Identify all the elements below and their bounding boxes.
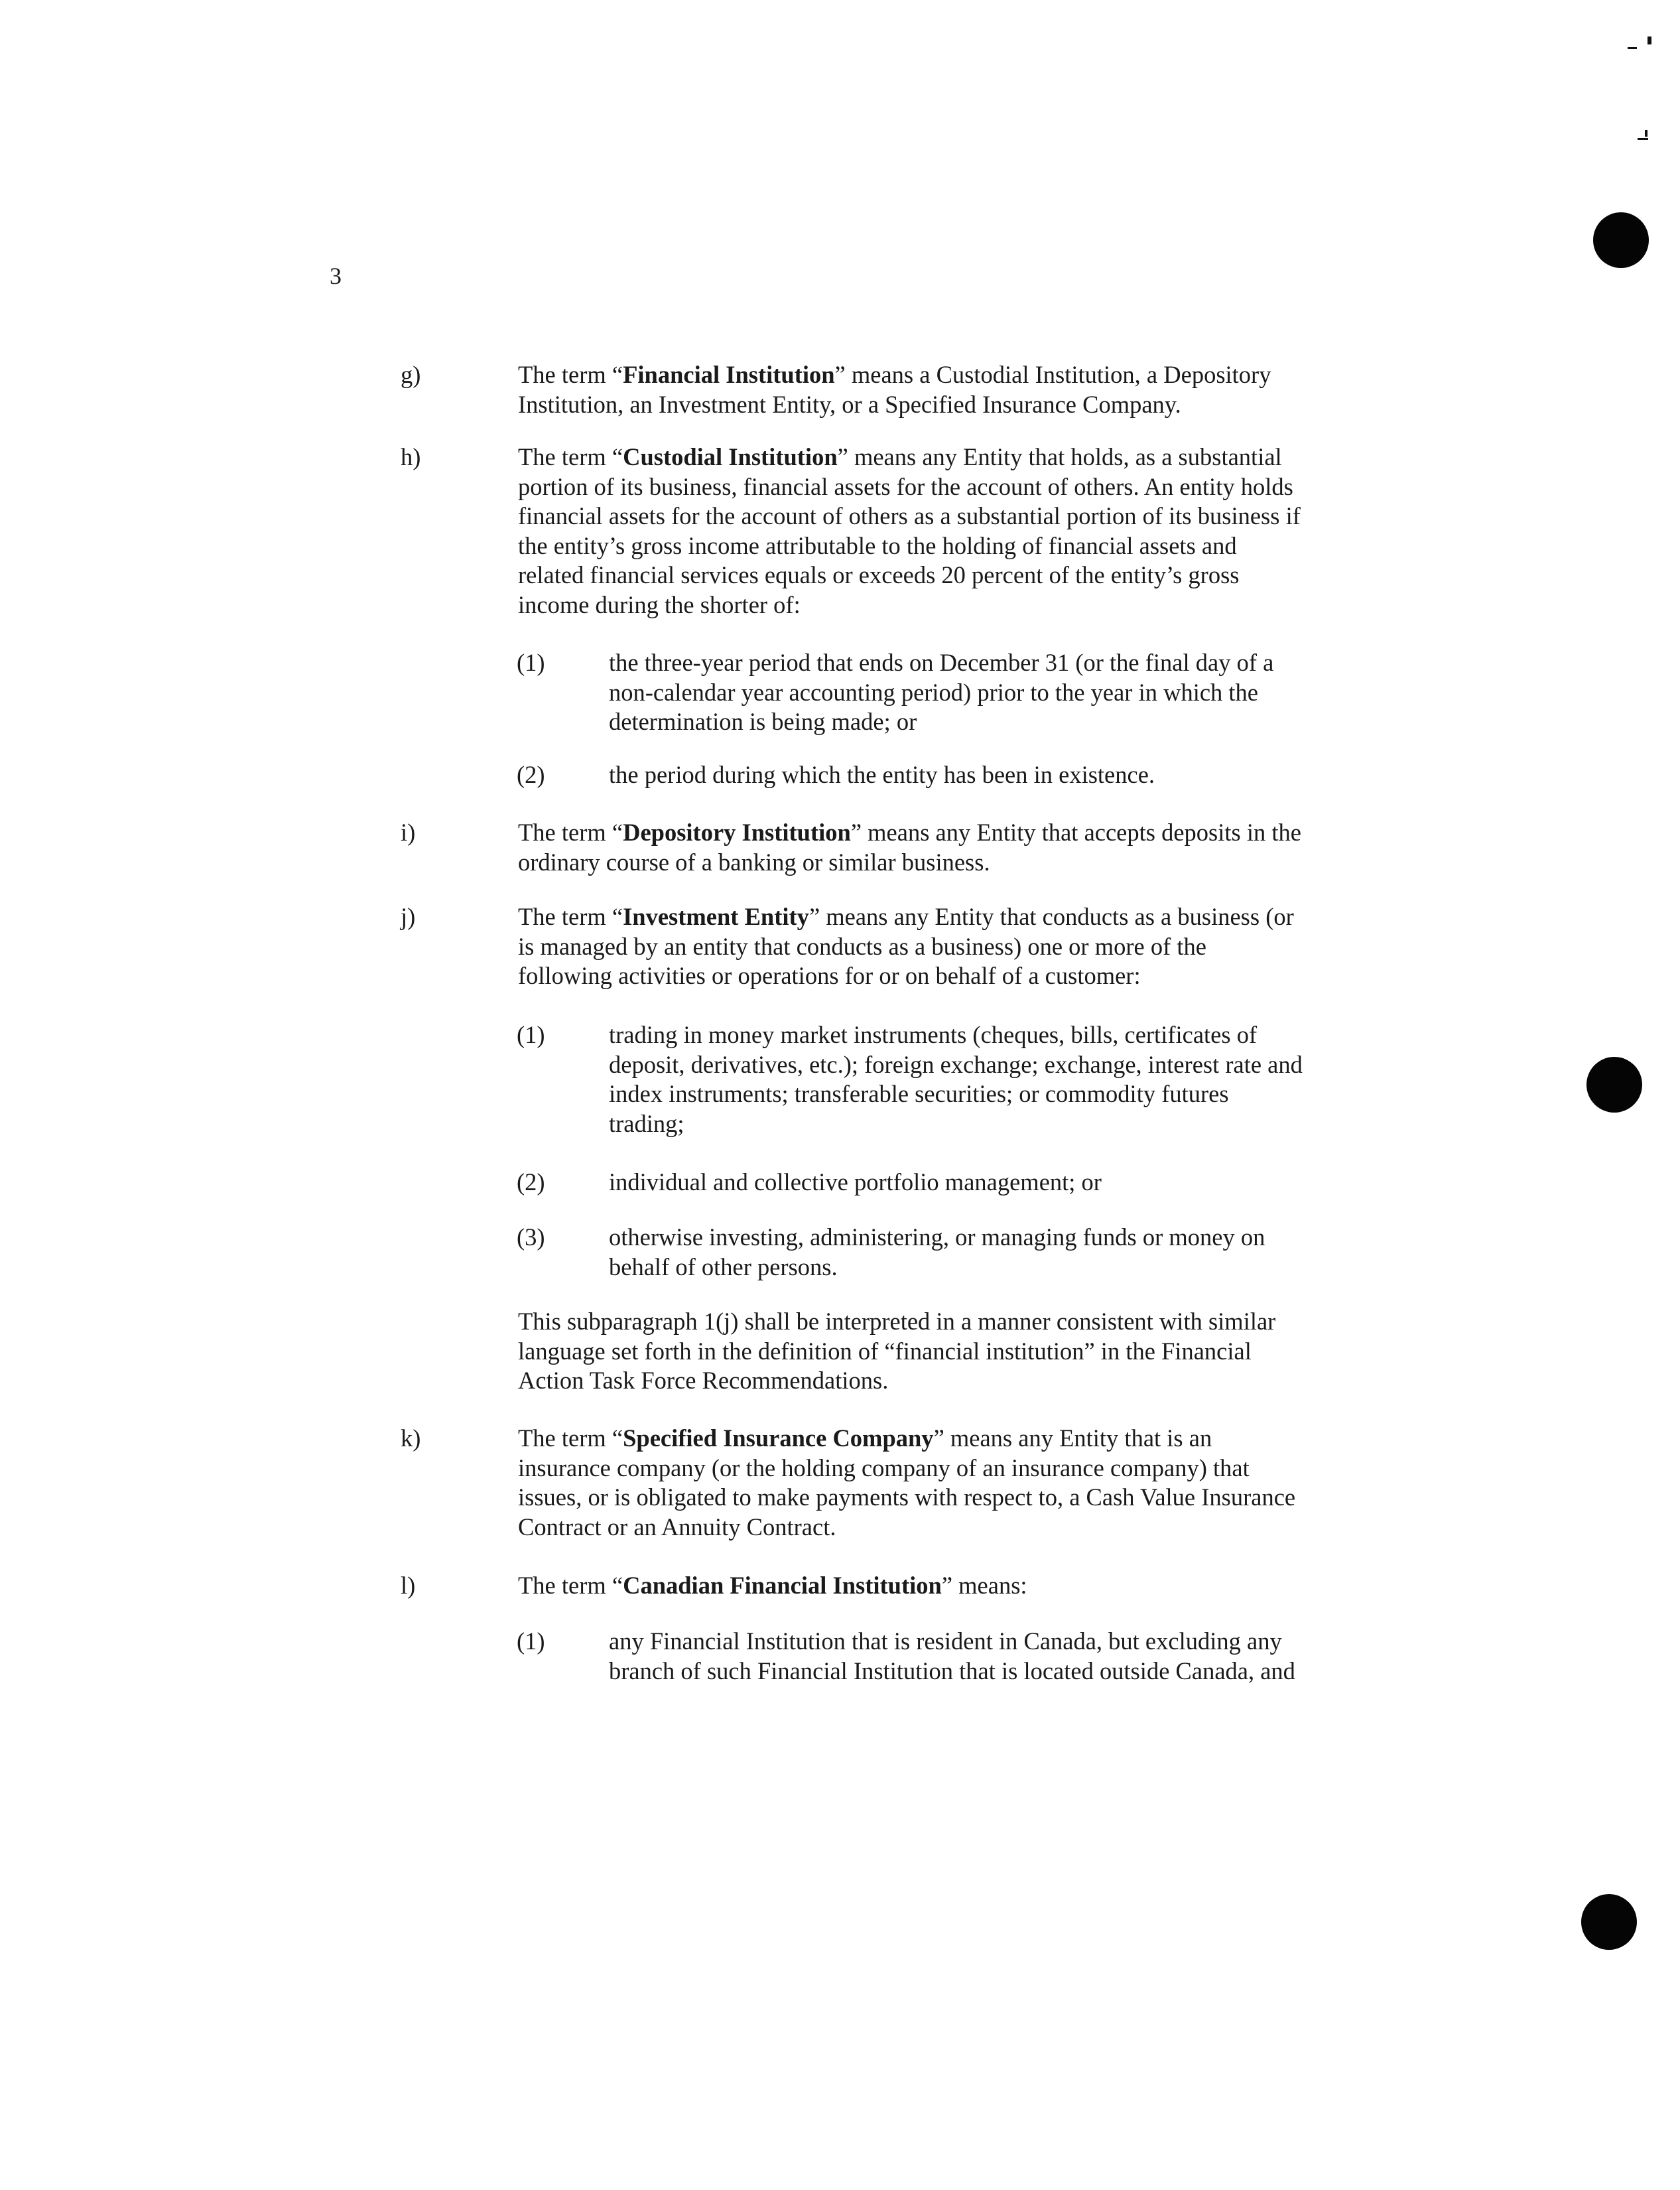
scan-speck [1645,130,1648,137]
defined-term: Canadian Financial Institution [623,1572,942,1599]
defined-term: Specified Insurance Company [623,1424,934,1452]
subitem-label: (2) [517,1168,545,1196]
subitem-label: (2) [517,761,545,788]
subitem-text: trading in money market instruments (cheques, bills, certificates of deposit, derivatives, etc.); foreign exchange; exchange, interest rate and index instruments; transferable securities; or commodity futures trading; [609,1021,1303,1137]
defined-term: Financial Institution [623,361,835,388]
definition-text [518,360,1374,419]
item-label: i) [401,819,416,846]
defined-term: Custodial Institution [623,443,838,470]
definition-text [518,1424,1374,1542]
definition-text [518,902,1374,991]
text-run: ” means: [941,1572,1027,1599]
subitem-label: (3) [517,1223,545,1251]
text-run: ” means any Entity that is an insurance company (or the holding company of an insurance company) that issues, or is obligated to make payments with respect to, a Cash Value Insurance Contract or an Annuity Contract. [518,1424,1296,1540]
subitem-text: any Financial Institution that is resident in Canada, but excluding any branch of such Financial Institution that is located outside Canada, and [609,1627,1295,1684]
text-run: The term “ [518,361,623,388]
punch-hole-mark [1586,1057,1642,1113]
text-run: The term “ [518,819,623,846]
scan-speck [1638,138,1648,140]
subitem-label: (1) [517,1627,545,1655]
subitem-text: the period during which the entity has been in existence. [609,761,1155,788]
definition-text [518,818,1374,877]
scan-speck [1628,47,1637,49]
scan-speck [1648,36,1651,44]
interpretation-paragraph: This subparagraph 1(j) shall be interpreted in a manner consistent with similar language set forth in the definition of “financial institution” in the Financial Action Task Force Recommendations. [518,1308,1276,1394]
definition-text [518,1571,1374,1601]
text-run: ” means any Entity that holds, as a substantial portion of its business, financial assets for the account of others. An entity holds financial assets for the account of others as a substantial portion of its business if the entity’s gross income attributable to the holding of financial assets and related financial services equals or exceeds 20 percent of the entity’s gross income during the shorter of: [518,443,1301,618]
item-label: k) [401,1424,421,1452]
definition-text [518,443,1374,620]
subitem-text: otherwise investing, administering, or managing funds or money on behalf of other persons. [609,1223,1265,1280]
subitem-text: the three-year period that ends on December 31 (or the final day of a non-calendar year accounting period) prior to the year in which the determination is being made; or [609,649,1274,735]
text-run: The term “ [518,1424,623,1452]
item-label: g) [401,361,421,388]
subitem-text: individual and collective portfolio management; or [609,1168,1102,1196]
text-run: ” means any Entity that conducts as a business (or is managed by an entity that conducts as a business) one or more of the following activities or operations for or on behalf of a customer: [518,903,1294,989]
defined-term: Depository Institution [623,819,851,846]
subitem-label: (1) [517,1021,545,1048]
text-run: The term “ [518,443,623,470]
punch-hole-mark [1593,212,1649,268]
page-number: 3 [330,263,342,289]
item-label: h) [401,443,421,470]
text-run: ” means a Custodial Institution, a Depository Institution, an Investment Entity, or a Specified Insurance Company. [518,361,1271,418]
defined-term: Investment Entity [623,903,809,930]
item-label: l) [401,1572,416,1599]
text-run: The term “ [518,1572,623,1599]
item-label: j) [401,903,416,930]
text-run: The term “ [518,903,623,930]
subitem-label: (1) [517,649,545,676]
text-run: ” means any Entity that accepts deposits in the ordinary course of a banking or similar business. [518,819,1301,876]
punch-hole-mark [1581,1894,1637,1950]
